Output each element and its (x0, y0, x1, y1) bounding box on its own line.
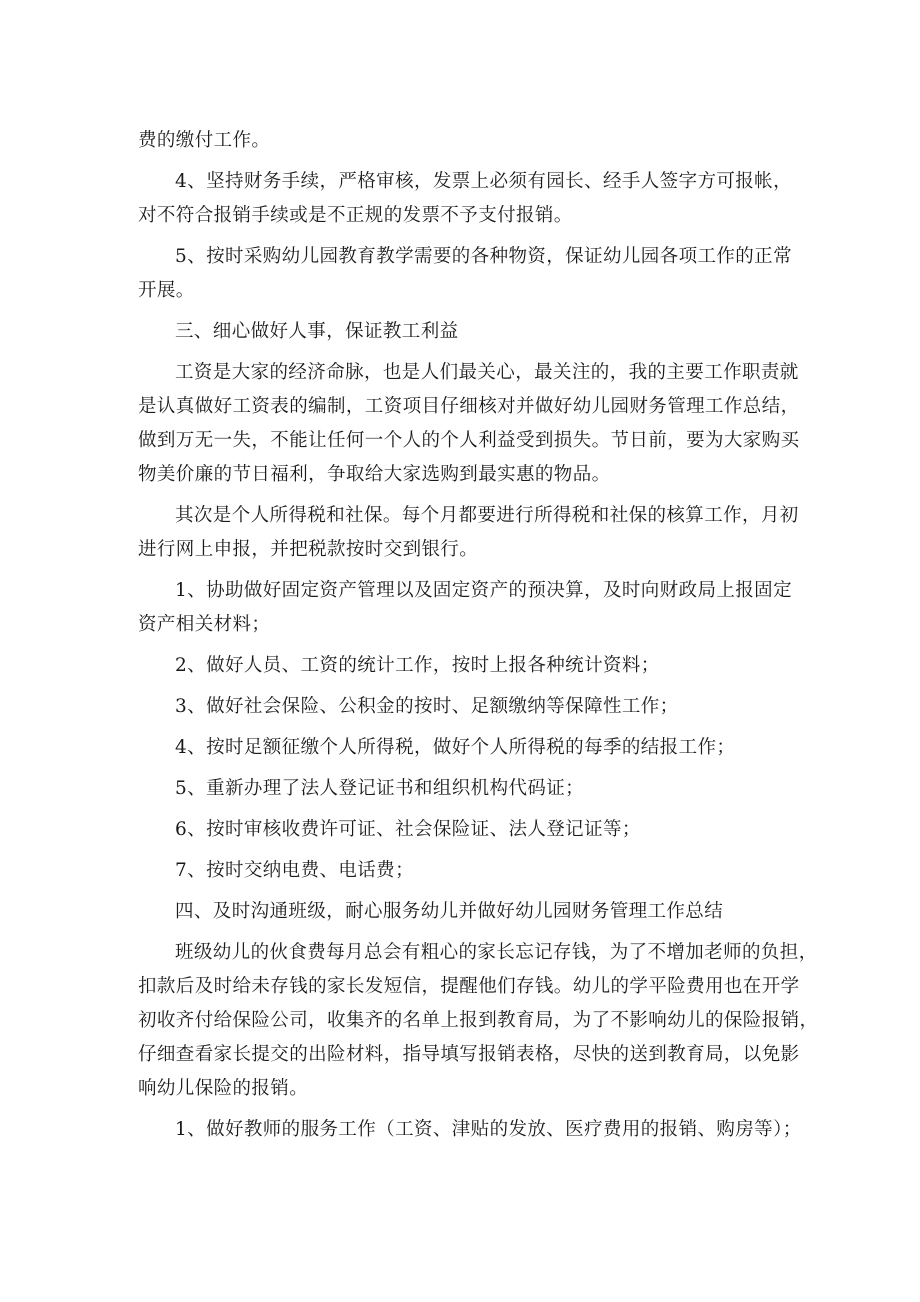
paragraph-line: 7、按时交纳电费、电话费； (175, 860, 414, 881)
paragraph-line: 其次是个人所得税和社保。每个月都要进行所得税和社保的核算工作，月初 (175, 505, 799, 526)
paragraph-line: 仔细查看家长提交的出险材料，指导填写报销表格，尽快的送到教育局，以免影 (138, 1044, 800, 1065)
paragraph-line: 是认真做好工资表的编制，工资项目仔细核对并做好幼儿园财务管理工作总结， (138, 396, 800, 417)
paragraph (138, 854, 786, 888)
paragraph-line: 3、做好社会保险、公积金的按时、足额缴纳等保障性工作； (175, 696, 679, 717)
paragraph-line: 资产相关材料； (138, 614, 271, 635)
paragraph (138, 895, 786, 929)
paragraph-line: 扣款后及时给未存钱的家长发短信，提醒他们存钱。幼儿的学平险费用也在开学 (138, 976, 800, 997)
paragraph-line: 进行网上申报，并把税款按时交到银行。 (138, 539, 479, 560)
paragraph-line: 做到万无一失，不能让任何一个人的个人利益受到损失。节日前，要为大家购买 (138, 430, 800, 451)
paragraph-line: 对不符合报销手续或是不正规的发票不予支付报销。 (138, 205, 573, 226)
paragraph-line: 四、及时沟通班级，耐心服务幼儿并做好幼儿园财务管理工作总结 (175, 901, 724, 922)
paragraph (138, 165, 792, 233)
paragraph-line: 初收齐付给保险公司，收集齐的名单上报到教育局，为了不影响幼儿的保险报销， (138, 1010, 819, 1031)
paragraph-line: 4、按时足额征缴个人所得税，做好个人所得税的每季的结报工作； (175, 737, 736, 758)
paragraph (138, 731, 786, 765)
paragraph (138, 124, 786, 158)
paragraph (138, 315, 786, 349)
paragraph (138, 649, 786, 683)
paragraph-line: 5、重新办理了法人登记证书和组织机构代码证； (175, 778, 585, 799)
paragraph-line: 1、做好教师的服务工作（工资、津贴的发放、医疗费用的报销、购房等）； (175, 1119, 802, 1140)
paragraph-line: 三、细心做好人事，保证教工利益 (175, 321, 459, 342)
paragraph-line: 响幼儿保险的报销。 (138, 1078, 309, 1099)
paragraph-line: 6、按时审核收费许可证、社会保险证、法人登记证等； (175, 819, 641, 840)
paragraph-line: 费的缴付工作。 (138, 130, 271, 151)
paragraph (138, 1113, 802, 1147)
paragraph-line: 班级幼儿的伙食费每月总会有粗心的家长忘记存钱，为了不增加老师的负担， (175, 942, 818, 963)
paragraph-line: 4、坚持财务手续，严格审核，发票上必须有园长、经手人签字方可报帐， (175, 171, 792, 192)
paragraph-line: 工资是大家的经济命脉，也是人们最关心，最关注的，我的主要工作职责就 (175, 362, 799, 383)
paragraph (138, 240, 792, 308)
paragraph-line: 5、按时采购幼儿园教育教学需要的各种物资，保证幼儿园各项工作的正常 (175, 246, 792, 267)
paragraph-line: 物美价廉的节日福利，争取给大家选购到最实惠的物品。 (138, 464, 611, 485)
paragraph-line: 1、协助做好固定资产管理以及固定资产的预决算，及时向财政局上报固定 (175, 580, 792, 601)
paragraph-line: 开展。 (138, 280, 195, 301)
paragraph-line: 2、做好人员、工资的统计工作，按时上报各种统计资料； (175, 655, 660, 676)
paragraph (138, 772, 786, 806)
document-body (138, 124, 819, 1154)
paragraph (138, 813, 786, 847)
paragraph (138, 574, 792, 642)
paragraph (138, 690, 786, 724)
paragraph (138, 499, 799, 567)
paragraph (138, 936, 819, 1106)
paragraph (138, 356, 800, 492)
